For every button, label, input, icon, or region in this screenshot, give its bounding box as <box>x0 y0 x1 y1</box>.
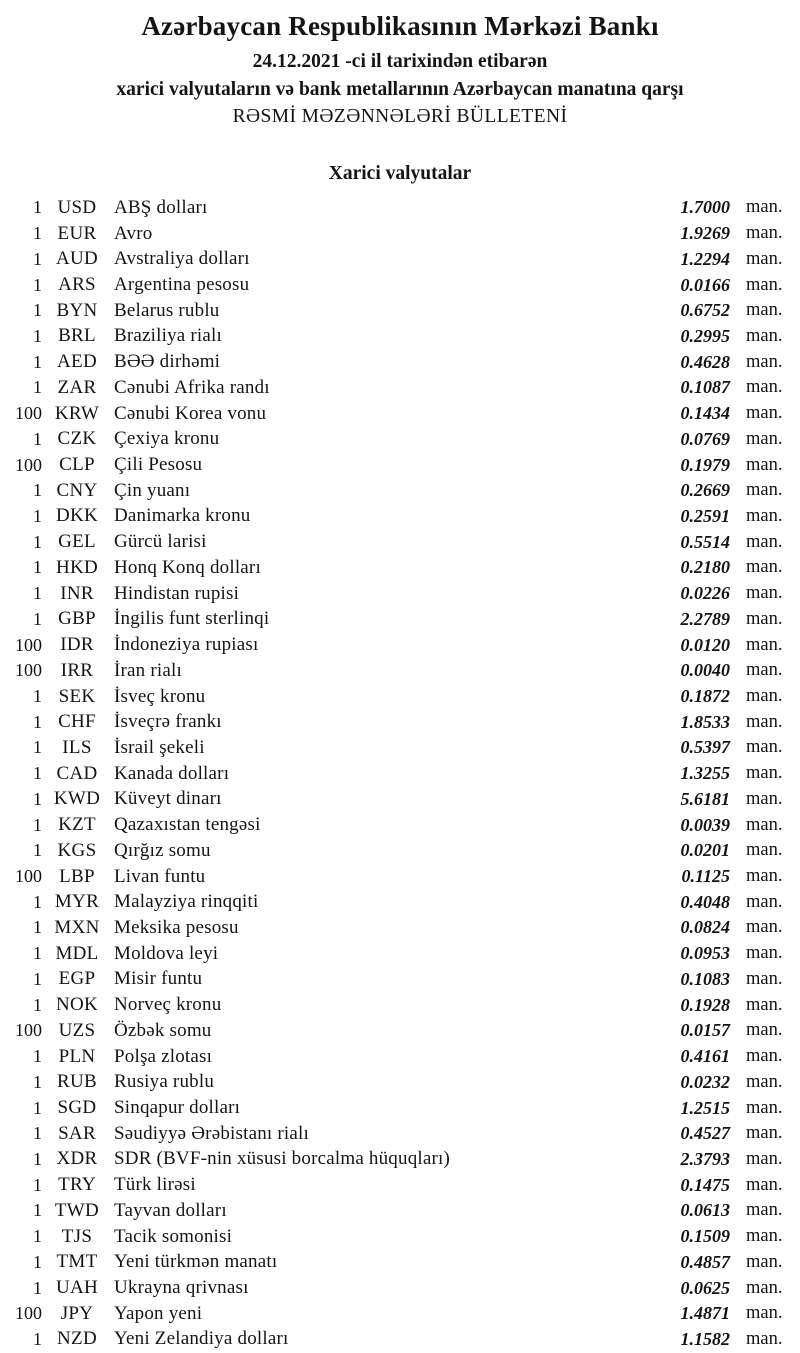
unit-label: man. <box>746 351 783 372</box>
currency-code: CHF <box>58 711 96 733</box>
unit-label: man. <box>746 274 783 295</box>
rate-value: 0.5397 <box>680 737 730 758</box>
currency-code: IDR <box>60 634 94 656</box>
rate-value: 0.1125 <box>681 866 730 887</box>
rate-value: 0.1083 <box>680 968 730 989</box>
table-row <box>0 504 800 530</box>
quantity: 1 <box>33 274 42 295</box>
rate-value: 1.4871 <box>680 1303 730 1324</box>
unit-label: man. <box>746 763 783 784</box>
rate-value: 1.1582 <box>680 1328 730 1349</box>
currency-name: Çin yuanı <box>114 479 191 501</box>
table-row <box>0 401 800 427</box>
currency-code: AUD <box>55 248 99 270</box>
quantity: 1 <box>33 1071 42 1092</box>
table-row <box>0 272 800 298</box>
rate-value: 0.1928 <box>680 994 730 1015</box>
table-row <box>0 838 800 864</box>
currency-code: SEK <box>58 685 96 707</box>
currency-code: CNY <box>56 479 98 501</box>
quantity: 1 <box>33 248 42 269</box>
currency-name: Küveyt dinarı <box>114 788 222 810</box>
currency-code: EGP <box>58 968 96 990</box>
quantity: 1 <box>33 557 42 578</box>
table-row <box>0 1095 800 1121</box>
table-row <box>0 1018 800 1044</box>
quantity: 1 <box>33 994 42 1015</box>
table-row <box>0 426 800 452</box>
quantity: 1 <box>33 891 42 912</box>
rate-value: 0.0166 <box>680 274 730 295</box>
unit-label: man. <box>746 608 783 629</box>
currency-name: İsrail şekeli <box>114 736 205 758</box>
unit-label: man. <box>746 1148 783 1169</box>
currency-code: JPY <box>60 1302 94 1324</box>
unit-label: man. <box>746 583 783 604</box>
rate-value: 1.7000 <box>680 197 730 218</box>
table-row <box>0 684 800 710</box>
table-row <box>0 761 800 787</box>
quantity: 1 <box>33 1123 42 1144</box>
unit-label: man. <box>746 1046 783 1067</box>
table-row <box>0 246 800 272</box>
currency-code: ARS <box>58 274 96 296</box>
rate-value: 0.0625 <box>680 1277 730 1298</box>
quantity: 1 <box>33 917 42 938</box>
quantity: 1 <box>33 531 42 552</box>
currency-code: CLP <box>59 454 95 476</box>
currency-code: UAH <box>55 1277 99 1299</box>
table-row <box>0 1044 800 1070</box>
rate-value: 5.6181 <box>680 788 730 809</box>
currency-code: MYR <box>54 891 100 913</box>
table-row <box>0 529 800 555</box>
unit-label: man. <box>746 1303 783 1324</box>
rate-value: 1.8533 <box>680 711 730 732</box>
currency-name: Yeni türkmən manatı <box>114 1251 278 1273</box>
rate-value: 0.5514 <box>680 531 730 552</box>
currency-code: GBP <box>58 608 96 630</box>
subject-line: xarici valyutaların və bank metallarının Azərbaycan manatına qarşı <box>116 79 684 100</box>
currency-code: BRL <box>58 325 96 347</box>
currency-code: TJS <box>61 1225 93 1247</box>
unit-label: man. <box>746 686 783 707</box>
table-row <box>0 1275 800 1301</box>
table-row <box>0 735 800 761</box>
currency-name: Honq Konq dolları <box>114 556 261 578</box>
table-row <box>0 375 800 401</box>
rate-value: 0.2995 <box>680 325 730 346</box>
rate-value: 0.0226 <box>680 583 730 604</box>
table-row <box>0 349 800 375</box>
table-row <box>0 632 800 658</box>
unit-label: man. <box>746 866 783 887</box>
rate-value: 0.4628 <box>680 351 730 372</box>
table-row <box>0 1327 800 1353</box>
quantity: 1 <box>33 763 42 784</box>
currency-name: İngilis funt sterlinqi <box>114 608 270 630</box>
rate-value: 0.4527 <box>680 1123 730 1144</box>
quantity: 1 <box>33 840 42 861</box>
quantity: 1 <box>33 197 42 218</box>
unit-label: man. <box>746 325 783 346</box>
currency-name: Qazaxıstan tengəsi <box>114 814 261 836</box>
quantity: 100 <box>15 1303 42 1324</box>
quantity: 1 <box>33 1200 42 1221</box>
currency-name: Gürcü larisi <box>114 531 207 553</box>
unit-label: man. <box>746 1251 783 1272</box>
currency-name: ABŞ dolları <box>114 196 208 218</box>
currency-code: ILS <box>62 736 92 758</box>
unit-label: man. <box>746 505 783 526</box>
table-row <box>0 889 800 915</box>
unit-label: man. <box>746 1226 783 1247</box>
unit-label: man. <box>746 531 783 552</box>
bank-name-title: Azərbaycan Respublikasının Mərkəzi Bankı <box>141 11 659 41</box>
currency-code: KZT <box>58 814 96 836</box>
unit-label: man. <box>746 1200 783 1221</box>
currency-name: Polşa zlotası <box>114 1045 213 1067</box>
quantity: 100 <box>15 634 42 655</box>
rate-value: 0.4857 <box>680 1251 730 1272</box>
currency-code: SAR <box>58 1122 96 1144</box>
unit-label: man. <box>746 1020 783 1041</box>
currency-code: NZD <box>57 1328 97 1350</box>
currency-code: INR <box>60 582 94 604</box>
currency-name: Səudiyyə Ərəbistanı rialı <box>114 1122 309 1144</box>
table-row <box>0 1198 800 1224</box>
currency-name: Malayziya rinqqiti <box>114 891 259 913</box>
currency-code: IRR <box>60 659 94 681</box>
table-row <box>0 221 800 247</box>
unit-label: man. <box>746 788 783 809</box>
table-row <box>0 1172 800 1198</box>
table-row <box>0 1121 800 1147</box>
bulletin-header <box>0 10 800 129</box>
unit-label: man. <box>746 840 783 861</box>
currency-name: İsveç kronu <box>114 685 206 707</box>
rate-value: 0.0040 <box>680 660 730 681</box>
currency-name: Braziliya rialı <box>114 325 222 347</box>
currency-code: GEL <box>58 531 96 553</box>
table-row <box>0 1224 800 1250</box>
rate-value: 0.1872 <box>680 686 730 707</box>
quantity: 1 <box>33 428 42 449</box>
unit-label: man. <box>746 1174 783 1195</box>
table-row <box>0 812 800 838</box>
unit-label: man. <box>746 891 783 912</box>
table-row <box>0 555 800 581</box>
quantity: 100 <box>15 403 42 424</box>
currency-name: Sinqapur dolları <box>114 1097 241 1119</box>
currency-code: BYN <box>56 299 98 321</box>
quantity: 100 <box>15 454 42 475</box>
rate-value: 0.4161 <box>680 1046 730 1067</box>
unit-label: man. <box>746 480 783 501</box>
unit-label: man. <box>746 454 783 475</box>
currency-name: Ukrayna qrivnası <box>114 1277 249 1299</box>
currency-name: Rusiya rublu <box>114 1071 215 1093</box>
rate-value: 1.2294 <box>680 248 730 269</box>
unit-label: man. <box>746 377 783 398</box>
unit-label: man. <box>746 1097 783 1118</box>
currency-name: Hindistan rupisi <box>114 582 240 604</box>
rate-value: 0.2591 <box>680 505 730 526</box>
table-row <box>0 478 800 504</box>
table-row <box>0 992 800 1018</box>
table-row <box>0 452 800 478</box>
quantity: 1 <box>33 608 42 629</box>
rate-value: 0.0201 <box>680 840 730 861</box>
unit-label: man. <box>746 197 783 218</box>
currency-name: BƏƏ dirhəmi <box>114 351 221 373</box>
rate-value: 0.1087 <box>680 377 730 398</box>
quantity: 1 <box>33 505 42 526</box>
rate-value: 0.6752 <box>680 300 730 321</box>
currency-code: AED <box>57 351 97 373</box>
currency-name: İndoneziya rupiası <box>114 634 259 656</box>
unit-label: man. <box>746 814 783 835</box>
rate-value: 0.2669 <box>680 480 730 501</box>
table-row <box>0 298 800 324</box>
currency-code: KRW <box>54 402 100 424</box>
currency-name: Norveç kronu <box>114 994 222 1016</box>
quantity: 1 <box>33 1226 42 1247</box>
currency-code: MDL <box>55 942 99 964</box>
unit-label: man. <box>746 557 783 578</box>
currency-name: Avstraliya dolları <box>114 248 250 270</box>
table-row <box>0 967 800 993</box>
section-title-foreign-currencies: Xarici valyutalar <box>328 163 472 184</box>
currency-code: USD <box>57 196 97 218</box>
unit-label: man. <box>746 634 783 655</box>
bulletin-title: RƏSMİ MƏZƏNNƏLƏRİ BÜLLETENİ <box>232 106 568 127</box>
currency-name: Çili Pesosu <box>114 454 203 476</box>
rate-value: 0.0824 <box>680 917 730 938</box>
currency-code: KWD <box>53 788 101 810</box>
table-row <box>0 658 800 684</box>
currency-code: UZS <box>58 1019 96 1041</box>
table-row <box>0 915 800 941</box>
table-row <box>0 195 800 221</box>
rate-value: 2.2789 <box>680 608 730 629</box>
quantity: 1 <box>33 1277 42 1298</box>
quantity: 1 <box>33 480 42 501</box>
currency-code: DKK <box>55 505 99 527</box>
unit-label: man. <box>746 660 783 681</box>
quantity: 1 <box>33 711 42 732</box>
currency-name: SDR (BVF-nin xüsusi borcalma hüquqları) <box>114 1148 451 1170</box>
table-row <box>0 941 800 967</box>
table-row <box>0 324 800 350</box>
unit-label: man. <box>746 248 783 269</box>
quantity: 1 <box>33 1148 42 1169</box>
rate-value: 0.0613 <box>680 1200 730 1221</box>
currency-name: Argentina pesosu <box>114 274 250 296</box>
rates-table <box>0 195 800 1352</box>
quantity: 1 <box>33 1328 42 1349</box>
rate-value: 0.1434 <box>680 403 730 424</box>
quantity: 1 <box>33 1251 42 1272</box>
unit-label: man. <box>746 428 783 449</box>
table-row <box>0 1249 800 1275</box>
unit-label: man. <box>746 968 783 989</box>
currency-name: Tayvan dolları <box>114 1199 227 1221</box>
currency-name: Qırğız somu <box>114 839 211 861</box>
rate-value: 0.0232 <box>680 1071 730 1092</box>
quantity: 1 <box>33 788 42 809</box>
table-row <box>0 1147 800 1173</box>
currency-name: Özbək somu <box>114 1019 212 1041</box>
table-row <box>0 1069 800 1095</box>
quantity: 1 <box>33 968 42 989</box>
quantity: 1 <box>33 737 42 758</box>
rate-value: 1.3255 <box>680 763 730 784</box>
quantity: 1 <box>33 583 42 604</box>
quantity: 1 <box>33 814 42 835</box>
effective-date-line: 24.12.2021 -ci il tarixindən etibarən <box>252 51 548 72</box>
table-row <box>0 607 800 633</box>
unit-label: man. <box>746 1123 783 1144</box>
currency-name: Kanada dolları <box>114 762 230 784</box>
quantity: 100 <box>15 1020 42 1041</box>
unit-label: man. <box>746 1328 783 1349</box>
quantity: 100 <box>15 660 42 681</box>
rate-value: 0.0120 <box>680 634 730 655</box>
quantity: 1 <box>33 377 42 398</box>
unit-label: man. <box>746 917 783 938</box>
unit-label: man. <box>746 403 783 424</box>
currency-code: XDR <box>56 1148 98 1170</box>
currency-name: Yeni Zelandiya dolları <box>114 1328 289 1350</box>
currency-name: Moldova leyi <box>114 942 219 964</box>
currency-code: CAD <box>56 762 98 784</box>
currency-code: KGS <box>57 839 97 861</box>
rate-value: 1.9269 <box>680 223 730 244</box>
currency-name: Meksika pesosu <box>114 916 239 938</box>
currency-name: Cənubi Afrika randı <box>114 376 270 398</box>
quantity: 1 <box>33 1046 42 1067</box>
rate-value: 0.0953 <box>680 943 730 964</box>
table-row <box>0 1301 800 1327</box>
table-row <box>0 709 800 735</box>
quantity: 100 <box>15 866 42 887</box>
quantity: 1 <box>33 351 42 372</box>
currency-code: TMT <box>56 1251 98 1273</box>
currency-name: Cənubi Korea vonu <box>114 402 267 424</box>
unit-label: man. <box>746 994 783 1015</box>
unit-label: man. <box>746 1071 783 1092</box>
currency-code: CZK <box>57 428 97 450</box>
table-row <box>0 864 800 890</box>
quantity: 1 <box>33 223 42 244</box>
rate-value: 0.1475 <box>680 1174 730 1195</box>
currency-name: Çexiya kronu <box>114 428 220 450</box>
currency-name: Tacik somonisi <box>114 1225 233 1247</box>
currency-code: RUB <box>57 1071 97 1093</box>
currency-name: Türk lirəsi <box>114 1174 196 1196</box>
currency-name: Yapon yeni <box>114 1302 203 1324</box>
currency-code: ZAR <box>57 376 97 398</box>
rate-value: 0.4048 <box>680 891 730 912</box>
quantity: 1 <box>33 300 42 321</box>
currency-name: İran rialı <box>114 659 182 681</box>
currency-code: HKD <box>55 556 99 578</box>
quantity: 1 <box>33 325 42 346</box>
unit-label: man. <box>746 1277 783 1298</box>
unit-label: man. <box>746 737 783 758</box>
table-row <box>0 581 800 607</box>
quantity: 1 <box>33 1174 42 1195</box>
rate-value: 0.0769 <box>680 428 730 449</box>
quantity: 1 <box>33 686 42 707</box>
currency-code: PLN <box>58 1045 96 1067</box>
unit-label: man. <box>746 943 783 964</box>
currency-code: EUR <box>57 222 97 244</box>
unit-label: man. <box>746 223 783 244</box>
currency-name: Misir funtu <box>114 968 203 990</box>
quantity: 1 <box>33 1097 42 1118</box>
rate-value: 0.0157 <box>680 1020 730 1041</box>
rate-value: 0.0039 <box>680 814 730 835</box>
currency-code: NOK <box>55 994 99 1016</box>
table-row <box>0 787 800 813</box>
currency-code: LBP <box>59 865 95 887</box>
currency-name: Danimarka kronu <box>114 505 251 527</box>
currency-code: TRY <box>58 1174 96 1196</box>
rate-value: 0.1979 <box>680 454 730 475</box>
unit-label: man. <box>746 711 783 732</box>
rate-value: 2.3793 <box>680 1148 730 1169</box>
rate-value: 1.2515 <box>680 1097 730 1118</box>
currency-code: MXN <box>54 916 100 938</box>
currency-name: İsveçrə frankı <box>114 711 222 733</box>
rate-value: 0.1509 <box>680 1226 730 1247</box>
currency-name: Livan funtu <box>114 865 206 887</box>
quantity: 1 <box>33 943 42 964</box>
currency-code: SGD <box>57 1097 97 1119</box>
unit-label: man. <box>746 300 783 321</box>
currency-code: TWD <box>54 1199 100 1221</box>
currency-name: Avro <box>114 222 153 244</box>
currency-name: Belarus rublu <box>114 299 220 321</box>
rate-value: 0.2180 <box>680 557 730 578</box>
